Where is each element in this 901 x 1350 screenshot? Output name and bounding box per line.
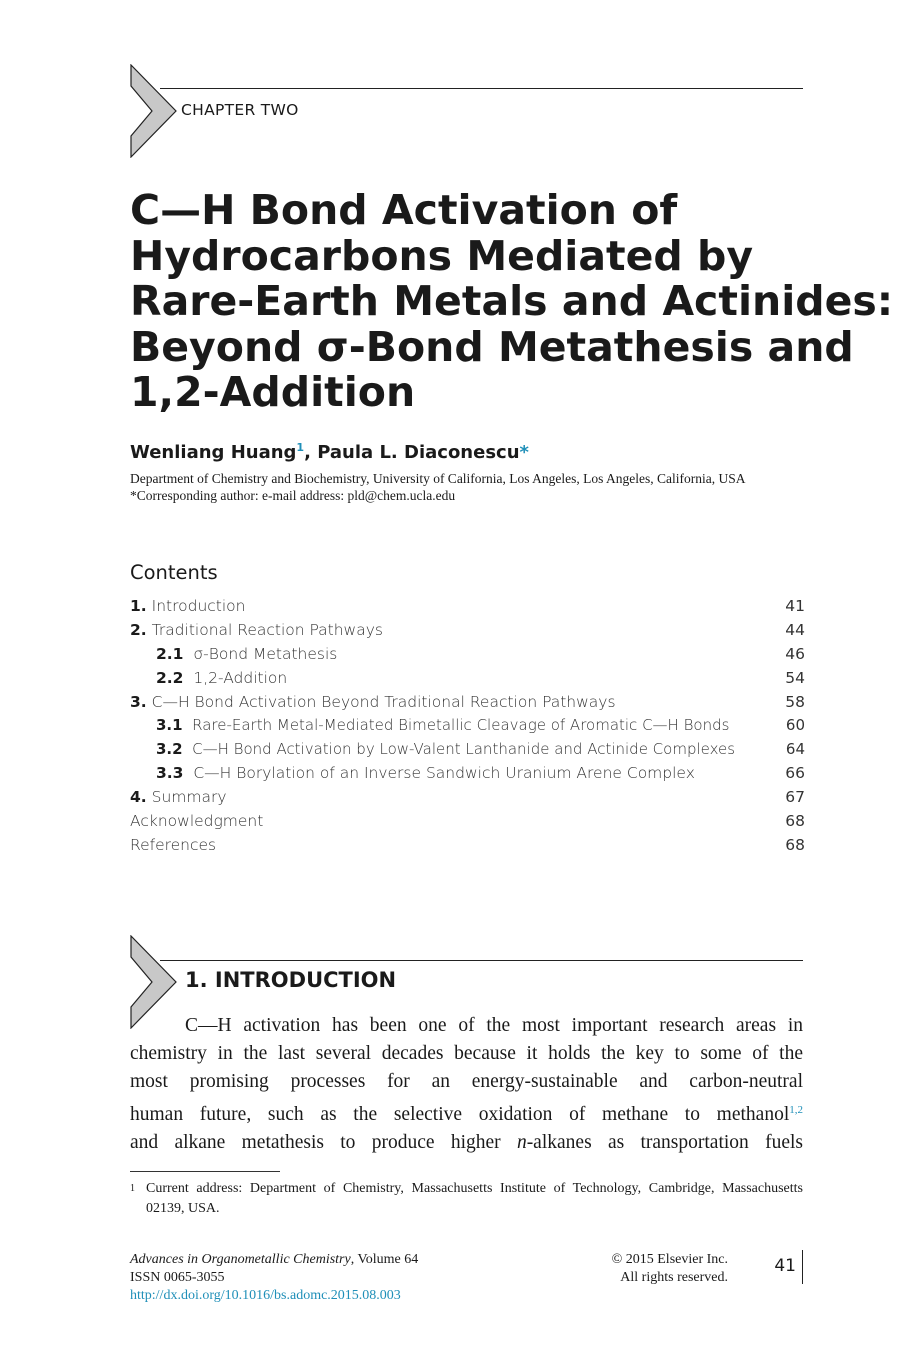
paragraph-line xyxy=(130,1096,803,1129)
author-name: Paula L. Diaconescu xyxy=(317,442,520,463)
toc-item[interactable] xyxy=(130,812,805,836)
toc-number: 4. xyxy=(130,788,147,807)
toc-label: Acknowledgment xyxy=(130,812,264,831)
section-heading-introduction: 1. INTRODUCTION xyxy=(185,968,397,992)
toc-page: 67 xyxy=(785,788,805,807)
toc-page: 68 xyxy=(785,812,805,831)
toc-item[interactable] xyxy=(130,740,805,764)
toc-page: 66 xyxy=(785,764,805,783)
page-number-rule xyxy=(802,1250,803,1284)
journal-citation xyxy=(130,1251,418,1269)
paragraph-line xyxy=(130,1129,803,1157)
toc-number: 1. xyxy=(130,597,147,615)
toc-label: References xyxy=(130,835,217,854)
toc-page: 58 xyxy=(785,692,805,711)
affiliation-footnote-link[interactable]: 1 xyxy=(296,441,305,454)
title-line: C—H Bond Activation of xyxy=(130,186,678,234)
author-name: Wenliang Huang xyxy=(130,442,297,463)
toc-label: Rare-Earth Metal-Mediated Bimetallic Cleavage of Aromatic C—H Bonds xyxy=(192,716,730,735)
copyright-line: © 2015 Elsevier Inc. xyxy=(611,1252,728,1267)
section-header-rule xyxy=(160,960,803,961)
journal-issn: ISSN 0065-3055 xyxy=(130,1270,225,1285)
toc-item[interactable] xyxy=(130,597,805,621)
page-number: 41 xyxy=(774,1256,796,1276)
copyright-line: All rights reserved. xyxy=(620,1270,728,1285)
title-line: Beyond σ-Bond Metathesis and xyxy=(130,322,854,371)
toc-item[interactable] xyxy=(130,621,805,645)
paragraph-line: chemistry in the last several decades because it holds the key to some of the xyxy=(130,1043,803,1064)
toc-page: 68 xyxy=(785,835,805,854)
toc-label: σ-Bond Metathesis xyxy=(193,644,338,663)
toc-number: 2.2 xyxy=(156,668,184,687)
footnote xyxy=(130,1179,803,1218)
journal-info xyxy=(130,1251,418,1305)
paragraph-text: and alkane metathesis to produce higher xyxy=(130,1132,517,1153)
toc-item[interactable] xyxy=(130,788,805,812)
affiliation-block xyxy=(130,470,770,504)
toc-item[interactable] xyxy=(130,693,805,717)
toc-number: 2. xyxy=(130,620,147,639)
chapter-title xyxy=(130,186,894,416)
chapter-chevron-icon xyxy=(130,64,180,158)
corresponding-author-link[interactable]: * xyxy=(519,442,529,463)
toc-item[interactable] xyxy=(130,716,805,740)
toc-label: C—H Bond Activation by Low-Valent Lanthanide and Actinide Complexes xyxy=(192,740,736,759)
toc-label: 1,2-Addition xyxy=(193,668,288,687)
journal-series: Advances in Organometallic Chemistry xyxy=(130,1252,351,1267)
introduction-paragraph xyxy=(130,1012,803,1157)
toc-item[interactable] xyxy=(130,764,805,788)
toc-label: Traditional Reaction Pathways xyxy=(151,620,383,639)
toc-label: Summary xyxy=(151,788,227,807)
italic-variable: n xyxy=(516,1132,527,1153)
chapter-header-rule xyxy=(160,88,803,89)
paragraph-line: C—H activation has been one of the most important research areas in xyxy=(185,1015,803,1036)
copyright-notice xyxy=(596,1251,728,1287)
toc-number: 3. xyxy=(130,692,147,711)
toc-number: 3.2 xyxy=(156,740,183,759)
chapter-label: CHAPTER TWO xyxy=(181,101,299,119)
toc-page: 54 xyxy=(785,668,805,687)
title-line: Rare-Earth Metals and Actinides: xyxy=(130,277,894,325)
toc-page: 44 xyxy=(785,620,805,639)
toc-item[interactable] xyxy=(130,836,805,860)
affiliation-department: Department of Chemistry and Biochemistry, University of California, Los Angeles, Los Angeles, California, USA xyxy=(130,471,746,486)
footnote-rule xyxy=(130,1171,280,1172)
table-of-contents xyxy=(130,597,805,860)
journal-volume: , Volume 64 xyxy=(350,1252,419,1267)
footnote-text: Current address: Department of Chemistry, Massachusetts Institute of Technology, Cambridge, Massachusetts 02139, USA. xyxy=(146,1181,803,1216)
author-list xyxy=(130,441,529,463)
citation-link[interactable]: 1,2 xyxy=(789,1104,803,1116)
paragraph-line: most promising processes for an energy-sustainable and carbon-neutral xyxy=(130,1071,803,1092)
toc-number: 3.3 xyxy=(156,764,184,783)
toc-page: 64 xyxy=(785,740,805,759)
toc-label: C—H Bond Activation Beyond Traditional Reaction Pathways xyxy=(151,692,616,711)
toc-page: 60 xyxy=(785,716,805,735)
toc-page: 46 xyxy=(785,644,805,663)
doi-link[interactable]: http://dx.doi.org/10.1016/bs.adomc.2015.08.003 xyxy=(130,1288,401,1303)
toc-label: Introduction xyxy=(151,597,246,615)
toc-item[interactable] xyxy=(130,645,805,669)
title-line: 1,2-Addition xyxy=(130,368,416,416)
footnote-mark: 1 xyxy=(130,1183,135,1194)
toc-page: 41 xyxy=(785,597,805,615)
title-line: Hydrocarbons Mediated by xyxy=(130,231,754,280)
corresponding-author-note: *Corresponding author: e-mail address: pld@chem.ucla.edu xyxy=(130,488,456,503)
author-separator: , xyxy=(304,442,318,463)
paragraph-text: -alkanes as transportation fuels xyxy=(526,1132,804,1153)
contents-heading: Contents xyxy=(130,561,218,584)
paragraph-text: human future, such as the selective oxidation of methane to methanol xyxy=(130,1104,790,1125)
toc-number: 2.1 xyxy=(156,644,184,663)
toc-item[interactable] xyxy=(130,669,805,693)
toc-number: 3.1 xyxy=(156,716,183,735)
toc-label: C—H Borylation of an Inverse Sandwich Uranium Arene Complex xyxy=(193,764,695,783)
